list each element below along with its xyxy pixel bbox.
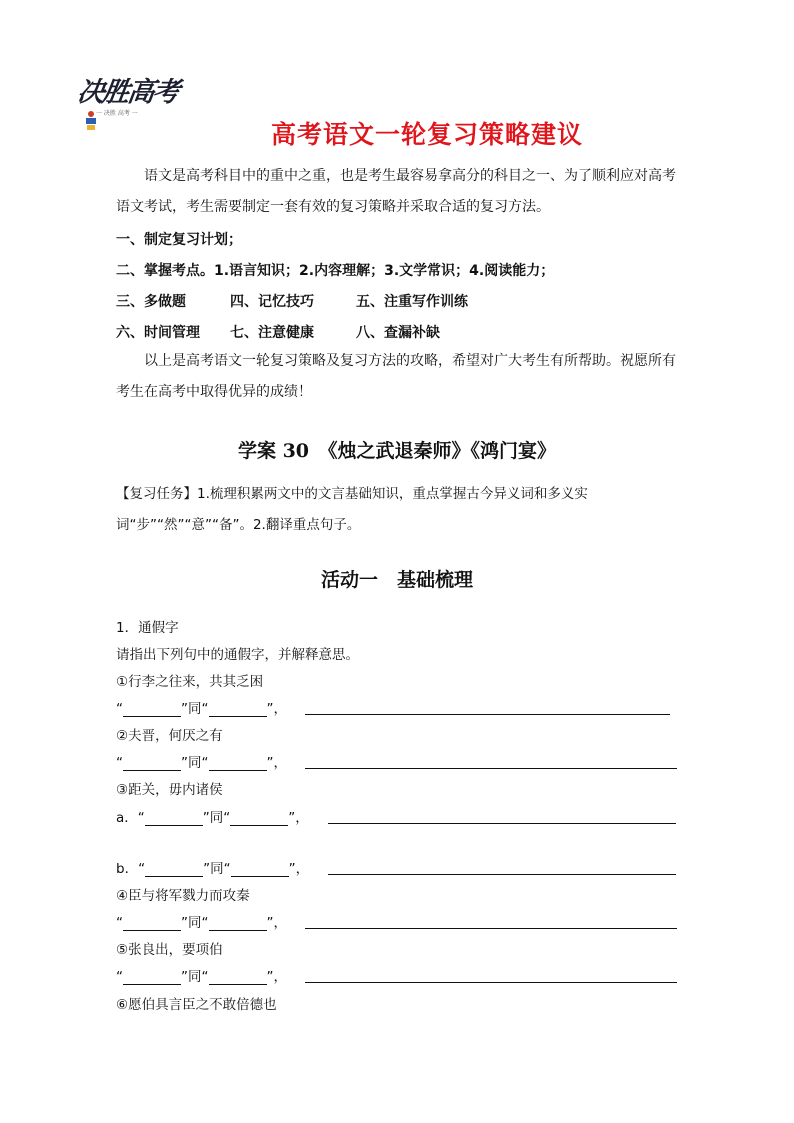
point-2 bbox=[116, 260, 554, 280]
point-1-text: 一、制定复习计划； bbox=[116, 232, 242, 248]
blank-5a[interactable] bbox=[123, 970, 181, 985]
quote-open: “ bbox=[138, 861, 146, 877]
point-7: 七、注意健康 bbox=[230, 325, 314, 341]
point-2-text: 二、掌握考点。1.语言知识；2.内容理解；3.文学常识；4.阅读能力； bbox=[116, 263, 555, 279]
quote-open: “ bbox=[201, 915, 209, 931]
quote-close: ” bbox=[288, 861, 296, 877]
option-a: a． bbox=[116, 810, 138, 826]
point-1 bbox=[116, 229, 242, 249]
quote-close: ” bbox=[266, 755, 274, 771]
point-3: 三、多做题 bbox=[116, 294, 186, 310]
option-b: b． bbox=[116, 861, 139, 877]
quote-open: “ bbox=[223, 810, 231, 826]
quote-open: “ bbox=[116, 755, 123, 771]
blank-3b-1[interactable] bbox=[145, 862, 203, 877]
conclusion-paragraph: 以上是高考语文一轮复习策略及复习方法的攻略，希望对广大考生有所帮助。祝愿所有考生在高考中取得优异的成绩！ bbox=[116, 353, 676, 400]
quote-close: ” bbox=[181, 915, 188, 931]
comma: ， bbox=[273, 755, 287, 771]
quote-close: ” bbox=[181, 701, 188, 717]
quote-close: ” bbox=[266, 969, 274, 985]
blank-2b[interactable] bbox=[209, 756, 267, 771]
same-as: 同 bbox=[188, 969, 202, 985]
quote-open: “ bbox=[116, 969, 123, 985]
quote-close: ” bbox=[203, 861, 211, 877]
quote-close: ” bbox=[181, 969, 188, 985]
item-2: ②夫晋，何厌之有 bbox=[116, 728, 223, 744]
point-8: 八、查漏补缺 bbox=[356, 325, 440, 341]
meaning-line-3a[interactable] bbox=[328, 822, 676, 824]
section-1-heading: 1．通假字 bbox=[116, 620, 179, 636]
blank-1a[interactable] bbox=[123, 702, 181, 717]
item-4: ④臣与将军戮力而攻秦 bbox=[116, 888, 250, 904]
quote-open: “ bbox=[116, 915, 123, 931]
meaning-line-3b[interactable] bbox=[328, 873, 676, 875]
blank-2a[interactable] bbox=[123, 756, 181, 771]
point-row-4 bbox=[116, 322, 440, 342]
lesson-title: 学案 30 《烛之武退秦师》《鸿门宴》 bbox=[237, 440, 557, 462]
comma: ， bbox=[295, 861, 310, 877]
point-row-3 bbox=[116, 291, 468, 311]
task-label: 【复习任务】 bbox=[116, 486, 197, 502]
quote-close: ” bbox=[202, 810, 210, 826]
comma: ， bbox=[273, 969, 287, 985]
blank-1b[interactable] bbox=[209, 702, 267, 717]
same-as: 同 bbox=[209, 810, 224, 826]
comma: ， bbox=[295, 810, 309, 826]
meaning-line-4[interactable] bbox=[305, 927, 677, 929]
item-3: ③距关，毋内诸侯 bbox=[116, 782, 223, 798]
logo-text: 决胜高考 bbox=[75, 77, 180, 108]
quote-open: “ bbox=[201, 701, 209, 717]
quote-open: “ bbox=[201, 969, 209, 985]
same-as: 同 bbox=[188, 755, 202, 771]
answer-line-5[interactable] bbox=[116, 965, 287, 985]
quote-open: “ bbox=[223, 861, 231, 877]
instruction: 请指出下列句中的通假字，并解释意思。 bbox=[116, 647, 359, 663]
blank-5b[interactable] bbox=[209, 970, 267, 985]
quote-close: ” bbox=[288, 810, 296, 826]
quote-close: ” bbox=[181, 755, 188, 771]
meaning-line-1[interactable] bbox=[305, 713, 670, 715]
answer-line-2[interactable] bbox=[116, 751, 287, 771]
quote-open: “ bbox=[201, 755, 209, 771]
answer-line-3b[interactable] bbox=[116, 857, 309, 877]
answer-line-4[interactable] bbox=[116, 911, 287, 931]
item-1: ①行李之往来，共其乏困 bbox=[116, 674, 264, 690]
answer-line-3a[interactable] bbox=[116, 806, 309, 826]
blank-3b-2[interactable] bbox=[231, 862, 289, 877]
comma: ， bbox=[273, 701, 287, 717]
quote-close: ” bbox=[266, 701, 274, 717]
item-6: ⑥愿伯具言臣之不敢倍德也 bbox=[116, 997, 277, 1013]
same-as: 同 bbox=[210, 861, 224, 877]
item-5: ⑤张良出，要项伯 bbox=[116, 942, 223, 958]
activity-title: 活动一 基础梳理 bbox=[320, 569, 473, 591]
review-task bbox=[116, 479, 686, 541]
point-4: 四、记忆技巧 bbox=[230, 294, 314, 310]
comma: ， bbox=[273, 915, 287, 931]
blank-4b[interactable] bbox=[209, 916, 267, 931]
same-as: 同 bbox=[188, 915, 202, 931]
quote-open: “ bbox=[116, 701, 123, 717]
same-as: 同 bbox=[188, 701, 202, 717]
quote-close: ” bbox=[266, 915, 274, 931]
blank-4a[interactable] bbox=[123, 916, 181, 931]
meaning-line-5[interactable] bbox=[305, 981, 677, 983]
logo-subtext: 一 决胜 高考 一 bbox=[96, 110, 138, 117]
meaning-line-2[interactable] bbox=[305, 767, 677, 769]
blank-3a-2[interactable] bbox=[230, 811, 288, 826]
task-text: 1.梳理积累两文中的文言基础知识，重点掌握古今异义词和多义实词“步”“然”“意”“备”。2.翻译重点句子。 bbox=[116, 486, 588, 533]
point-5: 五、注重写作训练 bbox=[356, 294, 468, 310]
blank-3a-1[interactable] bbox=[145, 811, 203, 826]
point-6: 六、时间管理 bbox=[116, 325, 200, 341]
quote-open: “ bbox=[137, 810, 145, 826]
page-title: 高考语文一轮复习策略建议 bbox=[270, 120, 583, 149]
answer-line-1[interactable] bbox=[116, 697, 287, 717]
intro-paragraph: 语文是高考科目中的重中之重，也是考生最容易拿高分的科目之一、为了顺利应对高考语文考试，考生需要制定一套有效的复习策略并采取合适的复习方法。 bbox=[116, 168, 676, 215]
